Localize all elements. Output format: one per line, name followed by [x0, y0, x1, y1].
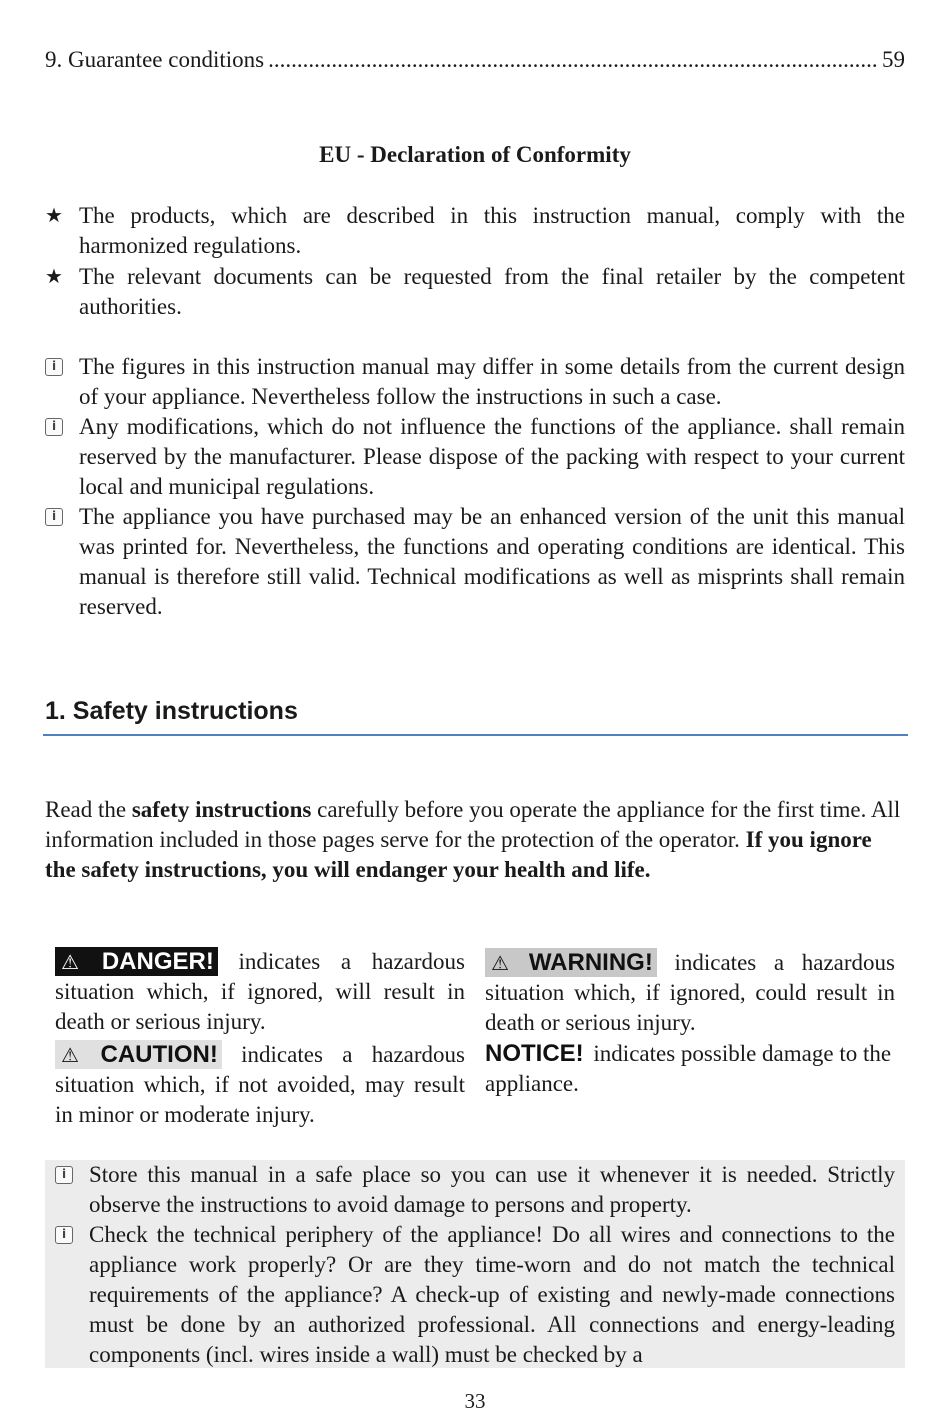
notice-badge: NOTICE!	[485, 1040, 584, 1067]
info-bullet-item	[45, 502, 905, 622]
section-heading: 1. Safety instructions	[45, 697, 298, 725]
star-bullet-text: The products, which are described in this instruction manual, comply with the harmonized regulations.	[79, 203, 905, 258]
toc-leader-dots	[268, 45, 878, 75]
boxed-info-item	[55, 1160, 895, 1220]
toc-entry[interactable]	[45, 45, 905, 75]
signal-warning-block	[485, 948, 895, 1038]
notice-description: indicates possible damage to the appliance.	[485, 1041, 892, 1096]
toc-entry-label: 9. Guarantee conditions	[45, 47, 265, 72]
signal-danger-block	[55, 947, 465, 1037]
info-bullet-text: Any modifications, which do not influence the functions of the appliance. shall remain reserved by the manufacturer. Please dispose of the packing with respect to your current local and municipal regulations.	[79, 414, 905, 499]
declaration-title: EU - Declaration of Conformity	[319, 142, 631, 167]
safety-intro-paragraph	[45, 795, 905, 885]
toc-page-number: 59	[882, 47, 905, 72]
page-number: 33	[464, 1389, 486, 1413]
intro-bold-safety: safety instructions	[131, 797, 312, 822]
signal-notice-block	[485, 1039, 895, 1099]
boxed-info-text: Check the technical periphery of the appliance! Do all wires and connections to the appliance work properly? Or are they time-worn and do not match the technical requirements of the appliance? A check-up of existing and newly-made connections must be done by an authorized professional. All connections and energy-leading components (incl. wires inside a wall) must be checked by a	[89, 1222, 895, 1367]
info-icon: i	[45, 508, 63, 526]
star-bullet-item	[45, 201, 905, 261]
info-bullet-text: The appliance you have purchased may be an enhanced version of the unit this manual was printed for. Nevertheless, the functions and operating conditions are identical. This manual is therefore still valid. Technical modifications as well as misprints shall remain reserved.	[79, 504, 905, 619]
info-icon: i	[55, 1166, 73, 1184]
boxed-info-item	[55, 1220, 895, 1370]
warning-description: indicates a hazardous situation which, if ignored, could result in death or serious injury.	[485, 950, 895, 1035]
warning-triangle-icon: ⚠	[491, 951, 521, 975]
danger-description: indicates a hazardous situation which, if ignored, will result in death or serious injury.	[55, 949, 465, 1034]
caution-badge: ⚠ CAUTION!	[55, 1040, 222, 1069]
info-icon: i	[45, 418, 63, 436]
warning-triangle-icon: ⚠	[61, 1043, 93, 1067]
info-bullet-item	[45, 352, 905, 412]
star-bullet-text: The relevant documents can be requested from the final retailer by the competent authorities.	[79, 264, 905, 319]
info-bullet-item	[45, 412, 905, 502]
caution-description: indicates a hazardous situation which, if not avoided, may result in minor or moderate injury.	[55, 1042, 465, 1127]
info-icon: i	[55, 1226, 73, 1244]
warning-badge: ⚠ WARNING!	[485, 948, 657, 977]
boxed-info-text: Store this manual in a safe place so you can use it whenever it is needed. Strictly observe the instructions to avoid damage to persons and property.	[89, 1162, 895, 1217]
info-icon: i	[45, 358, 63, 376]
star-bullet-icon: ★	[45, 205, 63, 227]
star-bullet-icon: ★	[45, 266, 63, 288]
intro-text: Read the	[45, 797, 132, 822]
section-divider	[43, 734, 908, 736]
info-bullet-text: The figures in this instruction manual may differ in some details from the current design of your appliance. Nevertheless follow the instructions in such a case.	[79, 354, 905, 409]
danger-badge: ⚠ DANGER!	[55, 947, 218, 976]
intro-text: carefully before you operate the appliance for the first time. All information included in those pages serve for the protection of the operator.	[45, 797, 901, 852]
star-bullet-item	[45, 262, 905, 322]
warning-triangle-icon: ⚠	[61, 950, 94, 974]
signal-caution-block	[55, 1040, 465, 1130]
intro-bold-warning: If you ignore the safety instructions, you will endanger your health and life.	[45, 827, 872, 882]
